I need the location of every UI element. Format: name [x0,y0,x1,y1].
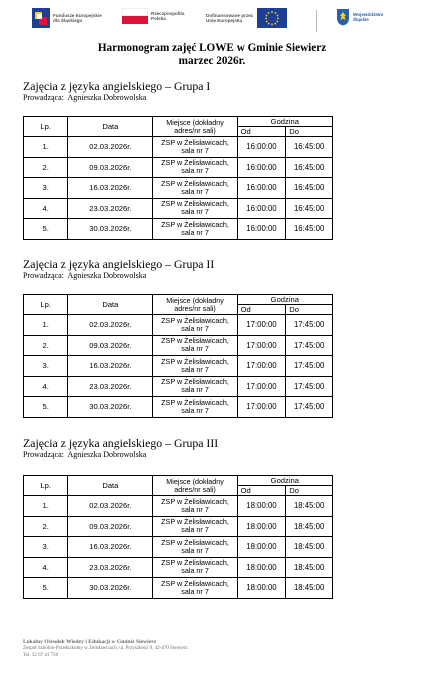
cell-to: 16:45:00 [286,178,333,199]
logo-strip [26,6,406,36]
cell-date: 23.03.2026r. [68,376,153,397]
cell-place-line-1: ZSP w Żelisławicach, [161,199,229,209]
cell-place-line-1: ZSP w Żelisławicach, [161,397,229,407]
cell-place-line-2: sala nr 7 [181,405,209,415]
cell-to: 18:45:00 [286,578,333,599]
group-3-section [23,436,333,596]
cell-from: 18:00:00 [237,496,286,517]
cell-place-line-2: sala nr 7 [181,525,209,535]
cell-to: 16:45:00 [286,219,333,240]
cell-from: 16:00:00 [237,137,286,158]
cell-date: 02.03.2026r. [68,137,153,158]
table-header-row [24,117,333,127]
group-1-lead [23,93,333,103]
cell-place-line-1: ZSP w Żelisławicach, [161,578,229,588]
cell-place [153,376,237,397]
cell-to: 17:45:00 [286,397,333,418]
table-row [24,219,333,240]
cell-place-line-1: ZSP w Żelisławicach, [161,517,229,527]
cell-date: 30.03.2026r. [68,219,153,240]
cell-place-line-1: ZSP w Żelisławicach, [161,315,229,325]
cell-date: 09.03.2026r. [68,335,153,356]
cell-place-line-2: sala nr 7 [181,364,209,374]
header-place: Miejsce (dokładny adres/nr sali) [153,117,237,137]
group-2-section [23,257,333,415]
cell-place-line-1: ZSP w Żelisławicach, [161,158,229,168]
cell-lp: 4. [24,198,68,219]
cell-from: 16:00:00 [237,157,286,178]
table-row [24,376,333,397]
cell-lp: 1. [24,496,68,517]
logo-silesia [336,8,383,26]
cell-place [153,537,237,558]
table-row [24,137,333,158]
cell-place [153,356,237,377]
cell-lp: 5. [24,219,68,240]
logo-eu-funds-line-2: dla Śląskiego [53,18,83,23]
header-to: Do [286,127,333,137]
cell-place-line-1: ZSP w Żelisławicach, [161,178,229,188]
header-date: Data [68,295,153,315]
table-header-row [24,476,333,486]
cell-date: 23.03.2026r. [68,198,153,219]
header-place: Miejsce (dokładny adres/nr sali) [153,295,237,315]
header-from: Od [237,127,286,137]
cell-lp: 4. [24,376,68,397]
table-row [24,397,333,418]
cell-place-line-1: ZSP w Żelisławicach, [161,496,229,506]
header-to: Do [286,305,333,315]
cell-place [153,157,237,178]
table-row [24,496,333,517]
logo-eu [206,8,287,28]
cell-place-line-1: ZSP w Żelisławicach, [161,537,229,547]
cell-place-line-1: ZSP w Żelisławicach, [161,356,229,366]
cell-place [153,315,237,336]
cell-place [153,496,237,517]
cell-place-line-1: ZSP w Żelisławicach, [161,558,229,568]
cell-place [153,137,237,158]
table-row [24,578,333,599]
logo-eu-line-1: Dofinansowane przez [206,12,253,18]
cell-lp: 2. [24,335,68,356]
cell-place-line-1: ZSP w Żelisławicach, [161,377,229,387]
cell-from: 16:00:00 [237,219,286,240]
cell-place [153,219,237,240]
group-3-title: Zajęcia z języka angielskiego – Grupa III [23,436,219,450]
cell-lp: 5. [24,578,68,599]
cell-place-line-2: sala nr 7 [181,323,209,333]
cell-place-line-2: sala nr 7 [181,207,209,217]
cell-lp: 3. [24,178,68,199]
cell-date: 09.03.2026r. [68,157,153,178]
cell-date: 02.03.2026r. [68,496,153,517]
logo-eu-funds [32,8,102,28]
cell-to: 18:45:00 [286,496,333,517]
eu-funds-icon [32,8,50,28]
header-lp: Lp. [24,476,68,496]
cell-place [153,178,237,199]
group-2-lead [23,271,333,281]
table-row [24,157,333,178]
cell-place-line-2: sala nr 7 [181,586,209,596]
logo-silesia-line-1: Województwo [353,11,384,17]
logo-poland [122,8,184,24]
cell-from: 18:00:00 [237,516,286,537]
cell-from: 18:00:00 [237,537,286,558]
cell-date: 30.03.2026r. [68,397,153,418]
cell-from: 18:00:00 [237,578,286,599]
logo-poland-line-1: Rzeczpospolita [151,10,185,16]
cell-place-line-2: sala nr 7 [181,166,209,176]
cell-date: 16.03.2026r. [68,537,153,558]
cell-to: 18:45:00 [286,516,333,537]
cell-place-line-2: sala nr 7 [181,504,209,514]
cell-to: 16:45:00 [286,198,333,219]
cell-from: 17:00:00 [237,397,286,418]
group-1-section [23,79,333,237]
group-1-lead-label: Prowadząca: [23,93,64,102]
eu-flag-icon [257,8,287,28]
group-1-table [23,116,333,240]
table-row [24,315,333,336]
group-3-lead-name: Agnieszka Dobrowolska [67,450,147,459]
table-row [24,335,333,356]
group-3-table [23,475,333,599]
poland-flag-icon [122,8,148,24]
cell-date: 09.03.2026r. [68,516,153,537]
group-2-lead-label: Prowadząca: [23,271,64,280]
cell-place-line-1: ZSP w Żelisławicach, [161,137,229,147]
cell-lp: 3. [24,537,68,558]
table-row [24,356,333,377]
group-1-lead-name: Agnieszka Dobrowolska [67,93,147,102]
cell-place-line-2: sala nr 7 [181,385,209,395]
table-row [24,537,333,558]
logo-eu-line-2: Unię Europejską [206,18,242,23]
cell-from: 17:00:00 [237,315,286,336]
table-row [24,198,333,219]
table-row [24,557,333,578]
cell-place-line-2: sala nr 7 [181,186,209,196]
cell-place-line-1: ZSP w Żelisławicach, [161,336,229,346]
cell-from: 18:00:00 [237,557,286,578]
table-row [24,178,333,199]
cell-lp: 5. [24,397,68,418]
cell-place [153,557,237,578]
footer-org: Lokalny Ośrodek Wiedzy i Edukacji w Gminie Siewierz [23,639,157,645]
cell-lp: 4. [24,557,68,578]
cell-lp: 2. [24,516,68,537]
header-date: Data [68,476,153,496]
cell-to: 17:45:00 [286,315,333,336]
footer [23,639,188,659]
cell-lp: 1. [24,137,68,158]
cell-place [153,397,237,418]
logo-silesia-line-2: Śląskie [353,17,369,22]
cell-from: 17:00:00 [237,356,286,377]
header-lp: Lp. [24,295,68,315]
table-header-row [24,295,333,305]
cell-date: 30.03.2026r. [68,578,153,599]
cell-from: 16:00:00 [237,198,286,219]
cell-date: 02.03.2026r. [68,315,153,336]
cell-lp: 2. [24,157,68,178]
header-hours: Godzina [237,295,332,305]
cell-lp: 1. [24,315,68,336]
group-1-title: Zajęcia z języka angielskiego – Grupa I [23,79,211,93]
cell-place-line-2: sala nr 7 [181,227,209,237]
header-to: Do [286,486,333,496]
logo-eu-funds-line-1: Fundusze Europejskie [53,12,102,18]
header-hours: Godzina [237,476,332,486]
cell-place-line-2: sala nr 7 [181,566,209,576]
cell-date: 16.03.2026r. [68,178,153,199]
cell-place [153,198,237,219]
cell-place [153,516,237,537]
cell-to: 18:45:00 [286,557,333,578]
cell-to: 18:45:00 [286,537,333,558]
footer-address: Zespół Szkolno-Przedszkolny w Żelisławicach, ul. Przyszłości 9, 42-470 Siewierz [23,646,188,651]
cell-place [153,578,237,599]
cell-to: 16:45:00 [286,157,333,178]
cell-place-line-2: sala nr 7 [181,344,209,354]
cell-place-line-2: sala nr 7 [181,145,209,155]
silesia-coat-of-arms-icon [336,8,350,26]
group-3-lead-label: Prowadząca: [23,450,64,459]
header-date: Data [68,117,153,137]
cell-place [153,335,237,356]
header-place: Miejsce (dokładny adres/nr sali) [153,476,237,496]
header-from: Od [237,305,286,315]
table-row [24,516,333,537]
cell-to: 17:45:00 [286,376,333,397]
header-from: Od [237,486,286,496]
cell-place-line-2: sala nr 7 [181,545,209,555]
cell-place-line-1: ZSP w Żelisławicach, [161,219,229,229]
footer-phone: Tel. 32 67 41 750 [23,652,59,658]
header-hours: Godzina [237,117,332,127]
cell-from: 17:00:00 [237,335,286,356]
logo-poland-line-2: Polska [151,16,166,21]
cell-to: 17:45:00 [286,356,333,377]
group-2-table [23,294,333,418]
group-2-lead-name: Agnieszka Dobrowolska [67,271,147,280]
cell-date: 16.03.2026r. [68,356,153,377]
cell-lp: 3. [24,356,68,377]
document-title: Harmonogram zajęć LOWE w Gminie Siewierz [97,42,327,54]
document-subtitle: marzec 2026r. [178,55,246,67]
group-2-title: Zajęcia z języka angielskiego – Grupa II [23,257,215,271]
cell-from: 17:00:00 [237,376,286,397]
logo-divider [316,10,317,32]
cell-from: 16:00:00 [237,178,286,199]
group-3-lead [23,450,333,460]
cell-date: 23.03.2026r. [68,557,153,578]
header-lp: Lp. [24,117,68,137]
cell-to: 17:45:00 [286,335,333,356]
cell-to: 16:45:00 [286,137,333,158]
